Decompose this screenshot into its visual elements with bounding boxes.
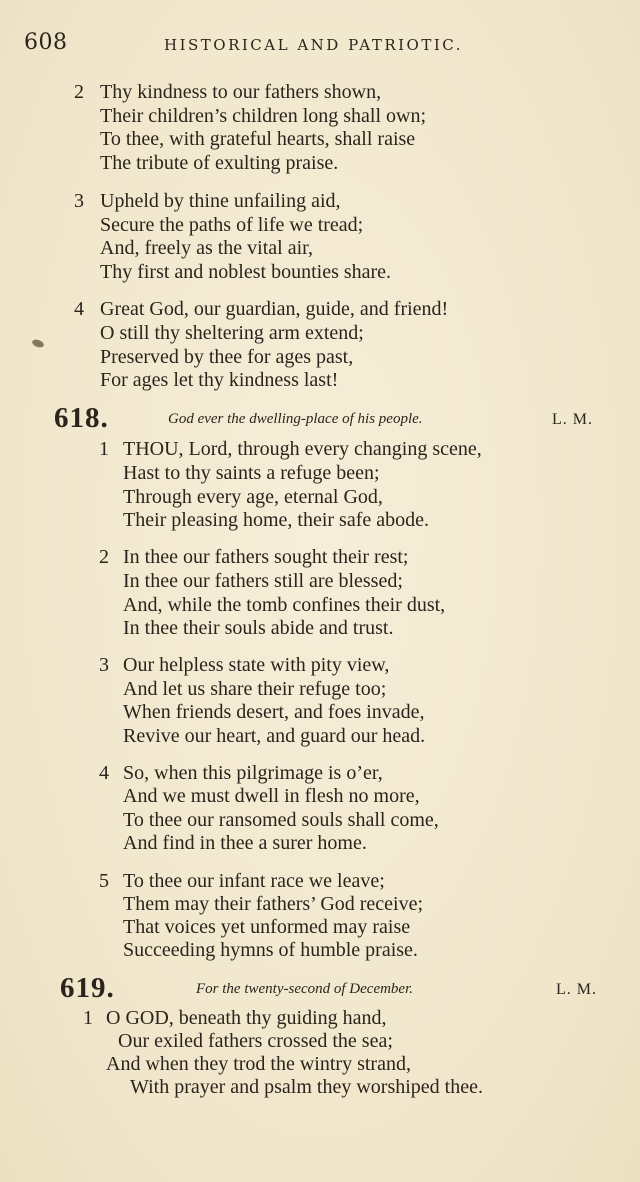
verse-line: Revive our heart, and guard our head. <box>123 725 426 747</box>
page-header <box>24 30 604 60</box>
verse-line: Preserved by thee for ages past, <box>100 346 354 368</box>
verse-number: 4 <box>99 762 109 784</box>
verse-line: And we must dwell in flesh no more, <box>123 785 420 807</box>
verse-number: 3 <box>99 654 109 676</box>
verse-number: 5 <box>99 870 109 892</box>
verse-line: To thee our ransomed souls shall come, <box>123 809 439 831</box>
verse-line: THOU, Lord, through every changing scene, <box>123 438 482 460</box>
verse-number: 2 <box>74 81 84 103</box>
verse-line: Great God, our guardian, guide, and friend! <box>100 298 449 320</box>
verse-number: 1 <box>99 438 109 460</box>
verse-line: O still thy sheltering arm extend; <box>100 322 364 344</box>
verse-line: Their children’s children long shall own; <box>100 105 427 127</box>
hymn-title: God ever the dwelling-place of his people. <box>168 411 423 427</box>
verse-line: Secure the paths of life we tread; <box>100 214 364 236</box>
verse-line: To thee our infant race we leave; <box>123 870 385 892</box>
verse-line: And when they trod the wintry strand, <box>106 1053 411 1075</box>
verse-line: Thy kindness to our fathers shown, <box>100 81 382 103</box>
verse-line: And, while the tomb confines their dust, <box>123 594 446 616</box>
hymn-title: For the twenty-second of December. <box>196 981 414 997</box>
verse-number: 2 <box>99 546 109 568</box>
verse-line: Them may their fathers’ God receive; <box>123 893 424 915</box>
verse-number: 4 <box>74 298 84 320</box>
verse-line: That voices yet unformed may raise <box>123 916 411 938</box>
verse-line: To thee, with grateful hearts, shall raise <box>100 128 416 150</box>
verse-line: O GOD, beneath thy guiding hand, <box>106 1007 387 1029</box>
verse-line: And find in thee a surer home. <box>123 832 367 854</box>
verse-line: Thy first and noblest bounties share. <box>100 261 392 283</box>
verse-line: Succeeding hymns of humble praise. <box>123 939 418 961</box>
verse-line: When friends desert, and foes invade, <box>123 701 425 723</box>
verse-line: And let us share their refuge too; <box>123 678 387 700</box>
verse-line: Their pleasing home, their safe abode. <box>123 509 429 531</box>
hymn-number: 619. <box>60 972 115 1004</box>
verse-line: With prayer and psalm they worshiped thee. <box>130 1076 483 1098</box>
verse-line: The tribute of exulting praise. <box>100 152 339 174</box>
page-number: 608 <box>24 30 68 55</box>
verse-line: In thee their souls abide and trust. <box>123 617 394 639</box>
verse-line: In thee our fathers sought their rest; <box>123 546 409 568</box>
verse-line: Our helpless state with pity view, <box>123 654 390 676</box>
verse-line: Through every age, eternal God, <box>123 486 383 508</box>
verse-line: So, when this pilgrimage is o’er, <box>123 762 383 784</box>
verse-number: 3 <box>74 190 84 212</box>
hymn-meter: L. M. <box>556 981 597 998</box>
hymn-number: 618. <box>54 402 109 434</box>
verse-line: For ages let thy kindness last! <box>100 369 339 391</box>
ink-blot <box>31 338 45 349</box>
verse-line: Hast to thy saints a refuge been; <box>123 462 380 484</box>
verse-line: Upheld by thine unfailing aid, <box>100 190 341 212</box>
hymn-meter: L. M. <box>552 411 593 428</box>
verse-line: And, freely as the vital air, <box>100 237 314 259</box>
verse-number: 1 <box>83 1007 93 1029</box>
verse-line: Our exiled fathers crossed the sea; <box>118 1030 393 1052</box>
running-head: HISTORICAL AND PATRIOTIC. <box>164 36 463 54</box>
verse-line: In thee our fathers still are blessed; <box>123 570 403 592</box>
